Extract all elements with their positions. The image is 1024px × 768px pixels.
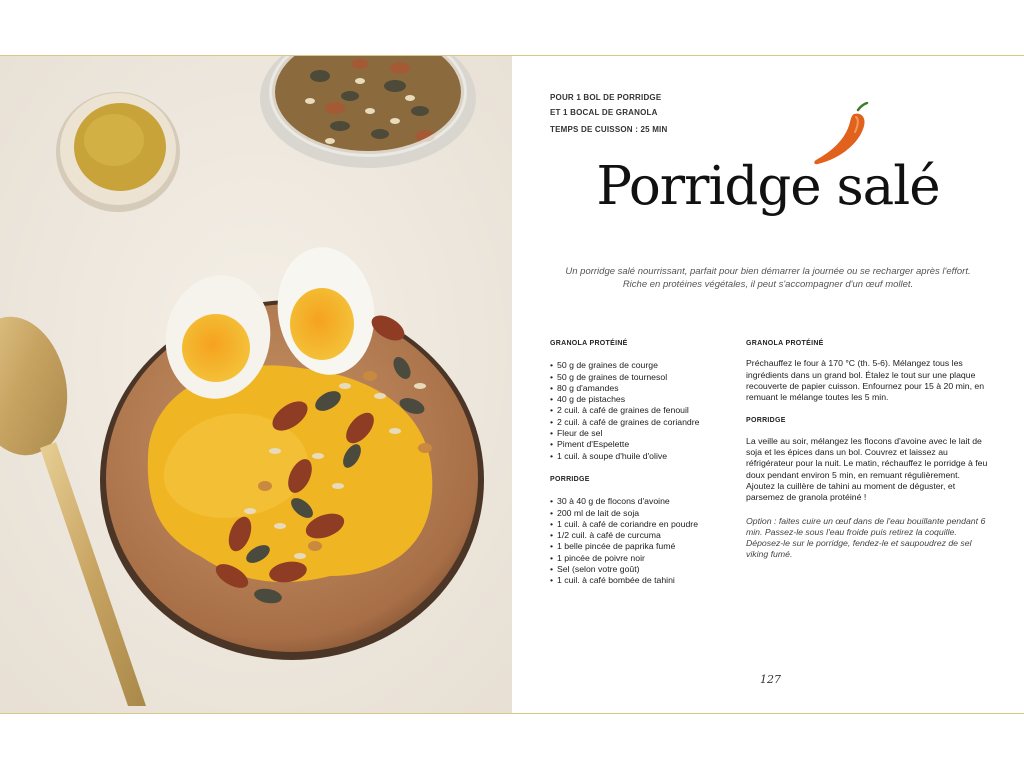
cooking-time: TEMPS DE CUISSON : 25 MIN (550, 125, 668, 134)
list-item: • 50 g de graines de courge (550, 360, 735, 371)
list-item: • 2 cuil. à café de graines de fenouil (550, 405, 735, 416)
list-item: • 1/2 cuil. à café de curcuma (550, 530, 735, 541)
granola-ingredients-heading: GRANOLA PROTÉINÉ (550, 340, 628, 347)
serves-line-1: POUR 1 BOL DE PORRIDGE (550, 93, 662, 102)
bottom-rule (0, 713, 1024, 714)
granola-method-heading: GRANOLA PROTÉINÉ (746, 340, 824, 347)
list-item: • 1 cuil. à café de coriandre en poudre (550, 519, 735, 530)
recipe-meta (550, 90, 667, 137)
spice-dish (56, 92, 180, 212)
list-item: • 1 pincée de poivre noir (550, 553, 735, 564)
food-photo (0, 56, 512, 713)
intro-line-1: Un porridge salé nourrissant, parfait pour bien démarrer la journée ou se recharger après l'effort. (565, 266, 971, 277)
list-item: • Piment d'Espelette (550, 439, 735, 450)
list-item: • 1 cuil. à soupe d'huile d'olive (550, 451, 735, 462)
recipe-intro (552, 265, 984, 291)
list-item: • 30 à 40 g de flocons d'avoine (550, 496, 735, 507)
option-note: Option : faites cuire un œuf dans de l'eau bouillante pendant 6 min. Passez-le sous l'eau froide puis retirez la coquille. Déposez-le sur le porridge, fendez-le et saupoudrez de sel viking fumé. (746, 515, 986, 560)
porridge-method-text: La veille au soir, mélangez les flocons d'avoine avec le lait de soja et les épices dans un bol. Couvrez et laissez au réfrigérateur pour la nuit. Le matin, réchauffez le porridge à feu doux pendant environ 5 min, en remuant régulièrement. Ajoutez la cuillère de tahini au moment de déguster, et parsemez de granola protéiné ! (746, 435, 988, 503)
intro-line-2: Riche en protéines végétales, il peut s'accompagner d'un œuf mollet. (622, 279, 914, 290)
method-column (746, 338, 990, 573)
list-item: • 50 g de graines de tournesol (550, 372, 735, 383)
granola-method-text: Préchauffez le four à 170 °C (th. 5-6). Mélangez tous les ingrédients dans un grand bol. Étalez le tout sur une plaque recouverte de papier cuisson. Enfournez pour 15 à 20 min, en remuant le mélange toutes les 5 min. (746, 358, 985, 403)
list-item: • 1 cuil. à café bombée de tahini (550, 575, 735, 586)
page-number: 127 (760, 673, 781, 686)
list-item: • 40 g de pistaches (550, 394, 735, 405)
list-item: • Sel (selon votre goût) (550, 564, 735, 575)
porridge-ingredients-list (550, 496, 735, 586)
porridge-bowl-illustration (0, 56, 512, 713)
porridge-method-heading: PORRIDGE (746, 417, 786, 425)
list-item: • 1 belle pincée de paprika fumé (550, 541, 735, 552)
list-item: • 2 cuil. à café de graines de coriandre (550, 417, 735, 428)
porridge-ingredients-heading: PORRIDGE (550, 475, 590, 483)
list-item: • 80 g d'amandes (550, 383, 735, 394)
serves-line-2: ET 1 BOCAL DE GRANOLA (550, 108, 658, 117)
granola-ingredients-list (550, 360, 735, 462)
ingredients-column (550, 338, 735, 599)
list-item: • 200 ml de lait de soja (550, 508, 735, 519)
recipe-page (512, 56, 1024, 713)
recipe-title: Porridge salé (596, 156, 940, 217)
list-item: • Fleur de sel (550, 428, 735, 439)
